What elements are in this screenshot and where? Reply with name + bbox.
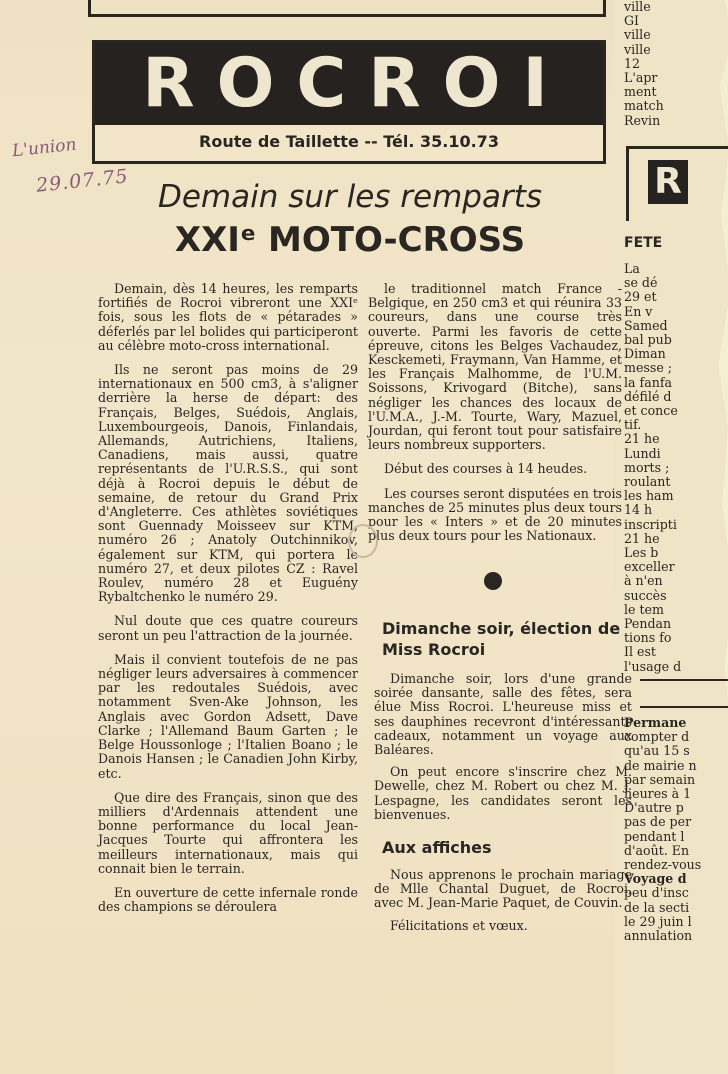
sidebar-line: Permane — [624, 716, 687, 730]
sidebar-divider — [640, 706, 728, 708]
sidebar-top-fragment — [624, 0, 728, 128]
paragraph: Demain, dès 14 heures, les remparts fortifiés de Rocroi vibreront une XXIᵉ fois, sous les flots de « pétarades » déferlés par lel bolides qui participeront au célèbre moto-cross international. — [98, 281, 358, 353]
headline-title: XXIᵉ MOTO-CROSS — [174, 220, 526, 260]
sidebar-line: qu'au 15 s — [624, 743, 690, 759]
sidebar-line: exceller — [624, 559, 675, 575]
sidebar-line: rendez-vous — [624, 857, 702, 873]
sidebar-line: peu d'insc — [624, 885, 689, 901]
sidebar-line: 29 et — [624, 289, 657, 305]
paragraph: Nous apprenons le prochain mariage de Mlle Chantal Duguet, de Rocroi, avec M. Jean-Marie Paquet, de Couvin. — [374, 867, 632, 911]
paragraph: On peut encore s'inscrire chez M. Dewelle, chez M. Robert ou chez M. J. Lespagne, les candidates seront les bienvenues. — [374, 764, 632, 822]
sidebar-line: le 29 juin l — [624, 913, 692, 929]
sidebar-line: Il est — [624, 644, 656, 660]
section-bullet-icon — [484, 572, 502, 590]
sidebar-line: d'août. En — [624, 842, 690, 858]
sidebar-line: 21 he — [624, 431, 660, 447]
sidebar-line: défilé d — [624, 388, 672, 404]
sidebar-line: match — [624, 98, 664, 114]
sidebar-line: La — [624, 262, 640, 276]
sidebar-line: compter d — [624, 729, 690, 745]
sidebar-line: 21 he — [624, 530, 660, 546]
affiches-heading: Aux affiches — [382, 838, 492, 857]
paragraph: En ouverture de cette infernale ronde des champions se déroulera — [98, 884, 358, 915]
sidebar-line: GI — [624, 13, 640, 29]
sidebar-line: ville — [624, 0, 651, 14]
sidebar-line: messe ; — [624, 360, 673, 376]
sidebar-line: se dé — [624, 275, 658, 291]
paragraph: Que dire des Français, sinon que des milliers d'Ardennais attendent une bonne performance du local Jean-Jacques Tourte qui affrontera les meilleurs internationaux, mais qui connait bien le terrain. — [98, 789, 358, 876]
sidebar-line: les ham — [624, 488, 674, 504]
sidebar-line: de mairie n — [624, 757, 697, 773]
sidebar-line: inscripti — [624, 516, 677, 532]
masthead-title: ROCROI — [142, 44, 570, 123]
article-column-2 — [368, 282, 622, 553]
sidebar-line: Les b — [624, 545, 659, 561]
sidebar-line: bal pub — [624, 332, 672, 348]
sidebar-line: Diman — [624, 346, 666, 362]
sidebar-line: morts ; — [624, 459, 670, 475]
sidebar-line: Revin — [624, 112, 661, 128]
sidebar-line: Voyage d — [624, 871, 687, 887]
affiches-article — [374, 868, 632, 941]
top-rule — [88, 0, 606, 17]
sidebar-line: Samed — [624, 317, 668, 333]
handwritten-date: 29.07.75 — [35, 165, 130, 197]
paragraph: Ils ne seront pas moins de 29 internationaux en 500 cm3, à s'aligner derrière la herse de départ: des Français, Belges, Suédois, Anglais, Luxembourgeois, Danois, Finlandais, Allemands, Autrichiens, Italiens, Canadiens, mais aussi, quatre représentants de l'U.R.S.S., qui sont déjà à Rocroi depuis le début de semaine, de retour du Grand Prix d'Angleterre. Ces athlètes soviétiques sont Guennady Moisseev sur KTM, numéro 26 ; Anatoly Outchinnikov, également sur KTM, qui portera le numéro 27, et deux pilotes CZ : Ravel Roulev, numéro 28 et Euguény Rybaltchenko le numéro 29. — [98, 362, 358, 605]
sidebar-line: à n'en — [624, 573, 663, 589]
sidebar-line: roulant — [624, 474, 671, 490]
masthead-banner — [95, 43, 603, 125]
paragraph: Les courses seront disputées en trois manches de 25 minutes plus deux tours pour les « Inters » et de 20 minutes plus deux tours pour les Nationaux. — [368, 485, 623, 544]
sidebar-line: et conce — [624, 403, 678, 419]
sidebar-fete-heading: FETE — [624, 236, 663, 251]
sidebar-line: par semain — [624, 771, 696, 787]
masthead-box — [92, 40, 606, 164]
sidebar-divider — [640, 679, 728, 681]
sidebar-body-fragment — [624, 262, 728, 674]
paragraph: Dimanche soir, lors d'une grande soirée dansante, salle des fêtes, sera élue Miss Rocroi. L'heureuse miss et ses dauphines recevront d'intéressants cadeaux, notamment un voyage aux Baléares. — [374, 671, 632, 758]
sidebar-line: l'usage d — [624, 658, 682, 674]
paper-hole-mark — [348, 524, 378, 558]
paragraph: Nul doute que ces quatre coureurs seront un peu l'attraction de la journée. — [98, 613, 358, 643]
paragraph: Mais il convient toutefois de ne pas négliger leurs adversaires à commencer par les redoutales Suédois, avec notamment Sven-Ake Johnson, les Anglais avec Gordon Adsett, Dave Clarke ; l'Allemand Baum Garten ; le Belge Houssonloge ; l'Italien Boano ; le Danois Hansen ; le Canadien John Kirby, etc. — [98, 651, 358, 781]
sidebar-line: D'autre p — [624, 800, 684, 816]
sidebar-line: Lundi — [624, 445, 661, 461]
sidebar-line: 14 h — [624, 502, 653, 518]
sidebar-line: Pendan — [624, 616, 672, 632]
sidebar-line: la fanfa — [624, 374, 672, 390]
sidebar-line: heures à 1 — [624, 786, 692, 802]
sidebar-line: succès — [624, 587, 667, 603]
miss-heading: Dimanche soir, élection de Miss Rocroi — [382, 619, 621, 659]
sidebar-line: tif. — [624, 417, 642, 433]
sidebar-masthead-letter: R — [648, 160, 688, 204]
sidebar-line: pas de per — [624, 814, 692, 830]
handwritten-source: L'union — [11, 134, 78, 162]
sidebar-line: annulation — [624, 928, 693, 944]
sidebar-line: ville — [624, 41, 651, 57]
headline-kicker: Demain sur les remparts — [157, 179, 543, 215]
sidebar-line: 12 — [624, 55, 641, 71]
article-column-1 — [98, 282, 358, 924]
sidebar-line: ville — [624, 27, 651, 43]
sidebar-line: pendant l — [624, 828, 685, 844]
miss-article — [374, 672, 632, 830]
sidebar-line: L'apr — [624, 70, 658, 86]
sidebar-line: de la secti — [624, 899, 690, 915]
sidebar-line: tions fo — [624, 630, 672, 646]
paragraph: Félicitations et vœux. — [390, 917, 528, 933]
sidebar-line: ment — [624, 84, 657, 100]
masthead-subtitle: Route de Taillette -- Tél. 35.10.73 — [199, 132, 499, 151]
sidebar-line: En v — [624, 303, 653, 319]
sidebar-line: le tem — [624, 601, 664, 617]
sidebar-lower-fragment — [624, 716, 728, 943]
paragraph: le traditionnel match France - Belgique, en 250 cm3 et qui réunira 33 coureurs, dans une course très ouverte. Parmi les favoris de cette épreuve, citons les Belges Vachaudez, Kesckemeti, Fraymann, Van Hamme, et les Français Malhomme, de l'U.M. Soissons, Krivogard (Bitche), sans négliger les chances des locaux de l'U.M.A., J.-M. Tourte, Wary, Mazuel, Jourdan, qui feront tout pour satisfaire leurs nombreux supporters. — [368, 281, 622, 453]
paragraph: Début des courses à 14 heudes. — [384, 461, 588, 477]
